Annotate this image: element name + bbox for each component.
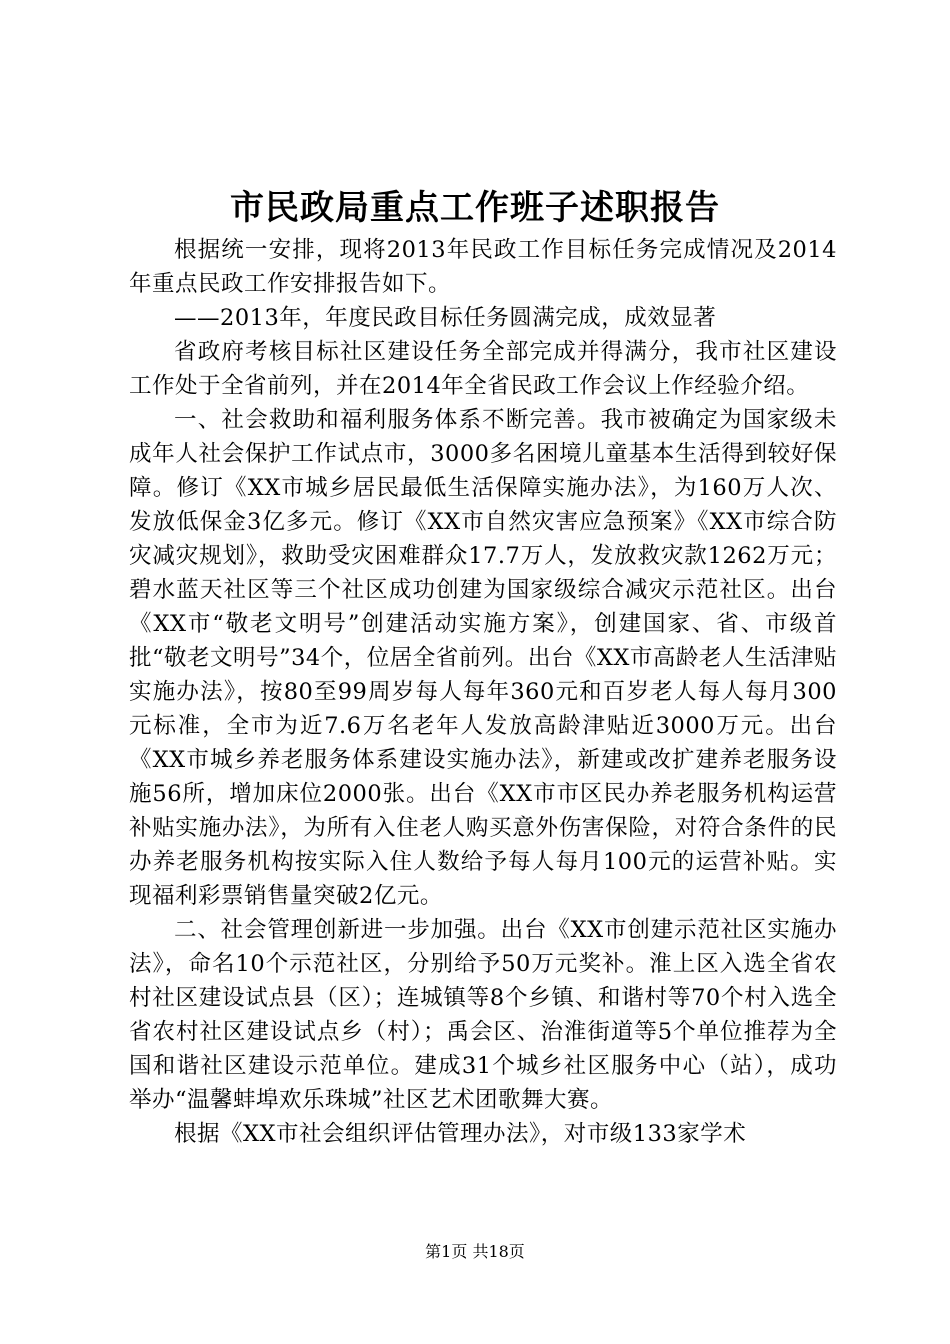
paragraph-social-management: 二、社会管理创新进一步加强。出台《XX市创建示范社区实施办法》，命名10个示范社区，分别给予50万元奖补。淮上区入选全省农村社区建设试点县（区）；连城镇等8个乡镇、和谐村等70个村入选全省农村社区建设试点乡（村）；禹会区、治淮街道等5个单位推荐为全国和谐社区建设示范单位。建成31个城乡社区服务中心（站），成功举办“温馨蚌埠欢乐珠城”社区艺术团歌舞大赛。 — [129, 917, 837, 1113]
paragraph-community-assessment: 省政府考核目标社区建设任务全部完成并得满分，我市社区建设工作处于全省前列，并在2014年全省民政工作会议上作经验介绍。 — [129, 339, 837, 399]
paragraph-social-assistance: 一、社会救助和福利服务体系不断完善。我市被确定为国家级未成年人社会保护工作试点市，3000多名困境儿童基本生活得到较好保障。修订《XX市城乡居民最低生活保障实施办法》，为160万人次、发放低保金3亿多元。修订《XX市自然灾害应急预案》《XX市综合防灾减灾规划》，救助受灾困难群众17.7万人，发放救灾款1262万元；碧水蓝天社区等三个社区成功创建为国家级综合减灾示范社区。出台《XX市“敬老文明号”创建活动实施方案》，创建国家、省、市级首批“敬老文明号”34个，位居全省前列。出台《XX市高龄老人生活津贴实施办法》，按80至99周岁每人每年360元和百岁老人每人每月300元标准，全市为近7.6万名老年人发放高龄津贴近3000万元。出台《XX市城乡养老服务体系建设实施办法》，新建或改扩建养老服务设施56所，增加床位2000张。出台《XX市市区民办养老服务机构运营补贴实施办法》，为所有入住老人购买意外伤害保险，对符合条件的民办养老服务机构按实际入住人数给予每人每月100元的运营补贴。实现福利彩票销售量突破2亿元。 — [129, 407, 837, 909]
paragraph-intro: 根据统一安排，现将2013年民政工作目标任务完成情况及2014年重点民政工作安排报告如下。 — [129, 237, 837, 297]
paragraph-social-organizations: 根据《XX市社会组织评估管理办法》，对市级133家学术 — [174, 1121, 747, 1147]
document-title: 市民政局重点工作班子述职报告 — [230, 188, 720, 228]
document-body — [129, 233, 837, 1151]
paragraph-summary-heading: ——2013年，年度民政目标任务圆满完成，成效显著 — [174, 305, 717, 331]
page-footer: 第1页 共18页 — [425, 1242, 525, 1261]
